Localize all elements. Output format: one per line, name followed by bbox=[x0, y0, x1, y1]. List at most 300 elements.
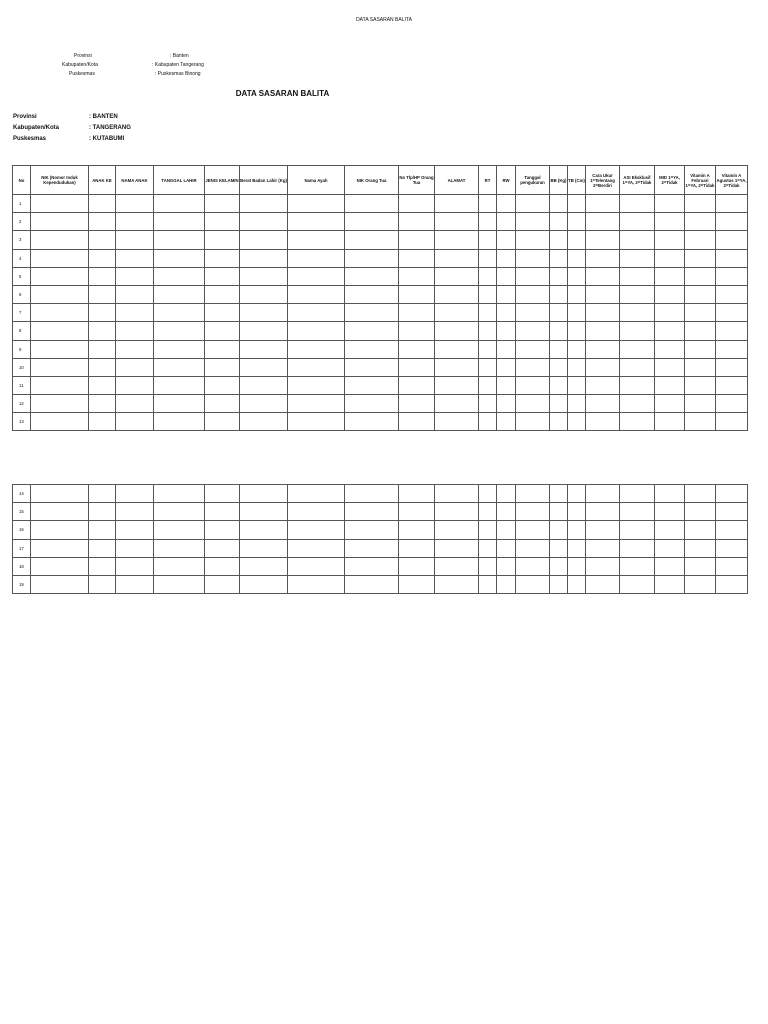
table-cell[interactable] bbox=[399, 285, 435, 303]
table-cell[interactable] bbox=[516, 503, 550, 521]
table-cell[interactable] bbox=[345, 503, 399, 521]
table-cell[interactable] bbox=[31, 539, 89, 557]
table-cell[interactable] bbox=[89, 503, 116, 521]
table-cell[interactable] bbox=[655, 231, 685, 249]
table-cell[interactable] bbox=[399, 267, 435, 285]
table-cell[interactable] bbox=[479, 376, 497, 394]
table-cell[interactable] bbox=[288, 575, 345, 593]
table-cell[interactable] bbox=[655, 304, 685, 322]
table-cell[interactable] bbox=[288, 195, 345, 213]
table-cell[interactable] bbox=[154, 557, 205, 575]
table-cell[interactable] bbox=[435, 322, 479, 340]
table-cell[interactable] bbox=[31, 575, 89, 593]
table-cell[interactable] bbox=[288, 413, 345, 431]
table-cell[interactable] bbox=[435, 358, 479, 376]
table-cell[interactable] bbox=[154, 231, 205, 249]
table-cell[interactable] bbox=[685, 575, 716, 593]
table-cell[interactable] bbox=[685, 521, 716, 539]
table-cell[interactable] bbox=[205, 575, 240, 593]
table-cell[interactable] bbox=[497, 557, 516, 575]
table-cell[interactable] bbox=[497, 231, 516, 249]
table-cell[interactable] bbox=[345, 575, 399, 593]
table-cell[interactable] bbox=[345, 413, 399, 431]
table-cell[interactable] bbox=[479, 249, 497, 267]
table-cell[interactable] bbox=[716, 249, 748, 267]
table-cell[interactable] bbox=[345, 340, 399, 358]
table-cell[interactable] bbox=[435, 195, 479, 213]
table-cell[interactable] bbox=[288, 340, 345, 358]
table-cell[interactable] bbox=[497, 539, 516, 557]
table-cell[interactable] bbox=[620, 539, 655, 557]
table-cell[interactable] bbox=[550, 521, 568, 539]
table-cell[interactable] bbox=[399, 395, 435, 413]
table-cell[interactable] bbox=[154, 521, 205, 539]
table-cell[interactable] bbox=[399, 195, 435, 213]
table-cell[interactable] bbox=[479, 503, 497, 521]
table-cell[interactable] bbox=[685, 231, 716, 249]
table-cell[interactable] bbox=[89, 267, 116, 285]
table-cell[interactable] bbox=[620, 503, 655, 521]
table-cell[interactable] bbox=[550, 304, 568, 322]
table-cell[interactable] bbox=[31, 249, 89, 267]
table-cell[interactable] bbox=[205, 340, 240, 358]
table-cell[interactable] bbox=[550, 557, 568, 575]
table-cell[interactable] bbox=[399, 304, 435, 322]
table-cell[interactable] bbox=[31, 413, 89, 431]
table-cell[interactable] bbox=[345, 285, 399, 303]
table-cell[interactable] bbox=[288, 485, 345, 503]
table-cell[interactable] bbox=[620, 285, 655, 303]
table-cell[interactable] bbox=[620, 340, 655, 358]
table-cell[interactable] bbox=[516, 539, 550, 557]
table-cell[interactable] bbox=[568, 249, 586, 267]
table-cell[interactable] bbox=[116, 413, 154, 431]
table-cell[interactable] bbox=[685, 267, 716, 285]
table-cell[interactable] bbox=[288, 358, 345, 376]
table-cell[interactable] bbox=[655, 249, 685, 267]
table-cell[interactable] bbox=[399, 557, 435, 575]
table-cell[interactable] bbox=[685, 376, 716, 394]
table-cell[interactable] bbox=[89, 539, 116, 557]
table-cell[interactable] bbox=[620, 575, 655, 593]
table-cell[interactable] bbox=[516, 376, 550, 394]
table-cell[interactable] bbox=[345, 322, 399, 340]
table-cell[interactable] bbox=[479, 267, 497, 285]
table-cell[interactable] bbox=[205, 413, 240, 431]
table-cell[interactable] bbox=[288, 249, 345, 267]
table-cell[interactable] bbox=[516, 285, 550, 303]
table-cell[interactable] bbox=[288, 267, 345, 285]
table-cell[interactable] bbox=[31, 521, 89, 539]
table-cell[interactable] bbox=[479, 340, 497, 358]
table-cell[interactable] bbox=[685, 395, 716, 413]
table-cell[interactable] bbox=[586, 249, 620, 267]
table-cell[interactable] bbox=[89, 322, 116, 340]
table-cell[interactable] bbox=[479, 575, 497, 593]
table-cell[interactable] bbox=[435, 231, 479, 249]
table-cell[interactable] bbox=[345, 304, 399, 322]
table-cell[interactable] bbox=[31, 485, 89, 503]
table-cell[interactable] bbox=[154, 213, 205, 231]
table-cell[interactable] bbox=[716, 340, 748, 358]
table-cell[interactable] bbox=[685, 503, 716, 521]
table-cell[interactable] bbox=[399, 213, 435, 231]
table-cell[interactable] bbox=[116, 322, 154, 340]
table-cell[interactable] bbox=[399, 539, 435, 557]
table-cell[interactable] bbox=[685, 340, 716, 358]
table-cell[interactable] bbox=[116, 285, 154, 303]
table-cell[interactable] bbox=[288, 213, 345, 231]
table-cell[interactable] bbox=[568, 267, 586, 285]
table-cell[interactable] bbox=[655, 521, 685, 539]
table-cell[interactable] bbox=[205, 213, 240, 231]
table-cell[interactable] bbox=[586, 231, 620, 249]
table-cell[interactable] bbox=[586, 267, 620, 285]
table-cell[interactable] bbox=[716, 503, 748, 521]
table-cell[interactable] bbox=[240, 575, 288, 593]
table-cell[interactable] bbox=[205, 521, 240, 539]
table-cell[interactable] bbox=[154, 376, 205, 394]
table-cell[interactable] bbox=[89, 358, 116, 376]
table-cell[interactable] bbox=[399, 322, 435, 340]
table-cell[interactable] bbox=[620, 376, 655, 394]
table-cell[interactable] bbox=[550, 213, 568, 231]
table-cell[interactable] bbox=[516, 304, 550, 322]
table-cell[interactable] bbox=[497, 267, 516, 285]
table-cell[interactable] bbox=[399, 521, 435, 539]
table-cell[interactable] bbox=[205, 395, 240, 413]
table-cell[interactable] bbox=[435, 249, 479, 267]
table-cell[interactable] bbox=[716, 195, 748, 213]
table-cell[interactable] bbox=[240, 557, 288, 575]
table-cell[interactable] bbox=[716, 376, 748, 394]
table-cell[interactable] bbox=[89, 195, 116, 213]
table-cell[interactable] bbox=[205, 485, 240, 503]
table-cell[interactable] bbox=[497, 575, 516, 593]
table-cell[interactable] bbox=[154, 539, 205, 557]
table-cell[interactable] bbox=[31, 340, 89, 358]
table-cell[interactable] bbox=[586, 376, 620, 394]
table-cell[interactable] bbox=[568, 521, 586, 539]
table-cell[interactable] bbox=[516, 249, 550, 267]
table-cell[interactable] bbox=[550, 485, 568, 503]
table-cell[interactable] bbox=[116, 249, 154, 267]
table-cell[interactable] bbox=[716, 231, 748, 249]
table-cell[interactable] bbox=[399, 413, 435, 431]
table-cell[interactable] bbox=[497, 249, 516, 267]
table-cell[interactable] bbox=[205, 358, 240, 376]
table-cell[interactable] bbox=[550, 195, 568, 213]
table-cell[interactable] bbox=[497, 285, 516, 303]
table-cell[interactable] bbox=[716, 557, 748, 575]
table-cell[interactable] bbox=[205, 195, 240, 213]
table-cell[interactable] bbox=[31, 304, 89, 322]
table-cell[interactable] bbox=[568, 231, 586, 249]
table-cell[interactable] bbox=[550, 267, 568, 285]
table-cell[interactable] bbox=[479, 213, 497, 231]
table-cell[interactable] bbox=[31, 195, 89, 213]
table-cell[interactable] bbox=[116, 304, 154, 322]
table-cell[interactable] bbox=[568, 322, 586, 340]
table-cell[interactable] bbox=[497, 485, 516, 503]
table-cell[interactable] bbox=[399, 249, 435, 267]
table-cell[interactable] bbox=[685, 304, 716, 322]
table-cell[interactable] bbox=[586, 539, 620, 557]
table-cell[interactable] bbox=[655, 413, 685, 431]
table-cell[interactable] bbox=[685, 485, 716, 503]
table-cell[interactable] bbox=[550, 376, 568, 394]
table-cell[interactable] bbox=[89, 231, 116, 249]
table-cell[interactable] bbox=[497, 195, 516, 213]
table-cell[interactable] bbox=[655, 195, 685, 213]
table-cell[interactable] bbox=[240, 358, 288, 376]
table-cell[interactable] bbox=[31, 267, 89, 285]
table-cell[interactable] bbox=[685, 539, 716, 557]
table-cell[interactable] bbox=[550, 231, 568, 249]
table-cell[interactable] bbox=[550, 503, 568, 521]
table-cell[interactable] bbox=[116, 557, 154, 575]
table-cell[interactable] bbox=[568, 376, 586, 394]
table-cell[interactable] bbox=[288, 395, 345, 413]
table-cell[interactable] bbox=[89, 376, 116, 394]
table-cell[interactable] bbox=[620, 304, 655, 322]
table-cell[interactable] bbox=[716, 213, 748, 231]
table-cell[interactable] bbox=[516, 195, 550, 213]
table-cell[interactable] bbox=[586, 485, 620, 503]
table-cell[interactable] bbox=[435, 413, 479, 431]
table-cell[interactable] bbox=[586, 213, 620, 231]
table-cell[interactable] bbox=[89, 557, 116, 575]
table-cell[interactable] bbox=[568, 213, 586, 231]
table-cell[interactable] bbox=[345, 539, 399, 557]
table-cell[interactable] bbox=[716, 521, 748, 539]
table-cell[interactable] bbox=[655, 395, 685, 413]
table-cell[interactable] bbox=[89, 304, 116, 322]
table-cell[interactable] bbox=[154, 195, 205, 213]
table-cell[interactable] bbox=[31, 322, 89, 340]
table-cell[interactable] bbox=[116, 575, 154, 593]
table-cell[interactable] bbox=[205, 231, 240, 249]
table-cell[interactable] bbox=[516, 413, 550, 431]
table-cell[interactable] bbox=[240, 340, 288, 358]
table-cell[interactable] bbox=[154, 413, 205, 431]
table-cell[interactable] bbox=[586, 304, 620, 322]
table-cell[interactable] bbox=[240, 231, 288, 249]
table-cell[interactable] bbox=[116, 213, 154, 231]
table-cell[interactable] bbox=[716, 322, 748, 340]
table-cell[interactable] bbox=[154, 267, 205, 285]
table-cell[interactable] bbox=[655, 575, 685, 593]
table-cell[interactable] bbox=[516, 521, 550, 539]
table-cell[interactable] bbox=[31, 557, 89, 575]
table-cell[interactable] bbox=[240, 249, 288, 267]
table-cell[interactable] bbox=[716, 395, 748, 413]
table-cell[interactable] bbox=[479, 285, 497, 303]
table-cell[interactable] bbox=[479, 413, 497, 431]
table-cell[interactable] bbox=[516, 557, 550, 575]
table-cell[interactable] bbox=[497, 213, 516, 231]
table-cell[interactable] bbox=[345, 249, 399, 267]
table-cell[interactable] bbox=[288, 503, 345, 521]
table-cell[interactable] bbox=[620, 267, 655, 285]
table-cell[interactable] bbox=[586, 395, 620, 413]
table-cell[interactable] bbox=[154, 285, 205, 303]
table-cell[interactable] bbox=[685, 322, 716, 340]
table-cell[interactable] bbox=[31, 231, 89, 249]
table-cell[interactable] bbox=[116, 395, 154, 413]
table-cell[interactable] bbox=[288, 521, 345, 539]
table-cell[interactable] bbox=[116, 521, 154, 539]
table-cell[interactable] bbox=[154, 304, 205, 322]
table-cell[interactable] bbox=[497, 503, 516, 521]
table-cell[interactable] bbox=[435, 340, 479, 358]
table-cell[interactable] bbox=[568, 413, 586, 431]
table-cell[interactable] bbox=[31, 503, 89, 521]
table-cell[interactable] bbox=[479, 521, 497, 539]
table-cell[interactable] bbox=[240, 503, 288, 521]
table-cell[interactable] bbox=[89, 213, 116, 231]
table-cell[interactable] bbox=[655, 358, 685, 376]
table-cell[interactable] bbox=[399, 575, 435, 593]
table-cell[interactable] bbox=[154, 340, 205, 358]
table-cell[interactable] bbox=[716, 285, 748, 303]
table-cell[interactable] bbox=[345, 485, 399, 503]
table-cell[interactable] bbox=[345, 395, 399, 413]
table-cell[interactable] bbox=[205, 267, 240, 285]
table-cell[interactable] bbox=[205, 249, 240, 267]
table-cell[interactable] bbox=[435, 267, 479, 285]
table-cell[interactable] bbox=[497, 322, 516, 340]
table-cell[interactable] bbox=[655, 340, 685, 358]
table-cell[interactable] bbox=[240, 213, 288, 231]
table-cell[interactable] bbox=[205, 557, 240, 575]
table-cell[interactable] bbox=[240, 413, 288, 431]
table-cell[interactable] bbox=[685, 358, 716, 376]
table-cell[interactable] bbox=[620, 249, 655, 267]
table-cell[interactable] bbox=[655, 322, 685, 340]
table-cell[interactable] bbox=[479, 539, 497, 557]
table-cell[interactable] bbox=[240, 304, 288, 322]
table-cell[interactable] bbox=[620, 521, 655, 539]
table-cell[interactable] bbox=[716, 413, 748, 431]
table-cell[interactable] bbox=[685, 249, 716, 267]
table-cell[interactable] bbox=[497, 340, 516, 358]
table-cell[interactable] bbox=[89, 575, 116, 593]
table-cell[interactable] bbox=[497, 304, 516, 322]
table-cell[interactable] bbox=[586, 557, 620, 575]
table-cell[interactable] bbox=[568, 395, 586, 413]
table-cell[interactable] bbox=[154, 575, 205, 593]
table-cell[interactable] bbox=[154, 503, 205, 521]
table-cell[interactable] bbox=[288, 231, 345, 249]
table-cell[interactable] bbox=[89, 485, 116, 503]
table-cell[interactable] bbox=[205, 539, 240, 557]
table-cell[interactable] bbox=[345, 358, 399, 376]
table-cell[interactable] bbox=[655, 503, 685, 521]
table-cell[interactable] bbox=[399, 358, 435, 376]
table-cell[interactable] bbox=[31, 213, 89, 231]
table-cell[interactable] bbox=[288, 376, 345, 394]
table-cell[interactable] bbox=[399, 231, 435, 249]
table-cell[interactable] bbox=[89, 413, 116, 431]
table-cell[interactable] bbox=[116, 267, 154, 285]
table-cell[interactable] bbox=[586, 503, 620, 521]
table-cell[interactable] bbox=[288, 322, 345, 340]
table-cell[interactable] bbox=[240, 195, 288, 213]
table-cell[interactable] bbox=[435, 575, 479, 593]
table-cell[interactable] bbox=[205, 304, 240, 322]
table-cell[interactable] bbox=[205, 322, 240, 340]
table-cell[interactable] bbox=[586, 195, 620, 213]
table-cell[interactable] bbox=[116, 485, 154, 503]
table-cell[interactable] bbox=[479, 485, 497, 503]
table-cell[interactable] bbox=[586, 285, 620, 303]
table-cell[interactable] bbox=[240, 485, 288, 503]
table-cell[interactable] bbox=[240, 539, 288, 557]
table-cell[interactable] bbox=[716, 267, 748, 285]
table-cell[interactable] bbox=[655, 539, 685, 557]
table-cell[interactable] bbox=[31, 395, 89, 413]
table-cell[interactable] bbox=[550, 340, 568, 358]
table-cell[interactable] bbox=[435, 539, 479, 557]
table-cell[interactable] bbox=[716, 575, 748, 593]
table-cell[interactable] bbox=[89, 521, 116, 539]
table-cell[interactable] bbox=[240, 395, 288, 413]
table-cell[interactable] bbox=[479, 304, 497, 322]
table-cell[interactable] bbox=[620, 195, 655, 213]
table-cell[interactable] bbox=[89, 340, 116, 358]
table-cell[interactable] bbox=[345, 267, 399, 285]
table-cell[interactable] bbox=[568, 557, 586, 575]
table-cell[interactable] bbox=[568, 340, 586, 358]
table-cell[interactable] bbox=[516, 322, 550, 340]
table-cell[interactable] bbox=[288, 539, 345, 557]
table-cell[interactable] bbox=[288, 304, 345, 322]
table-cell[interactable] bbox=[31, 376, 89, 394]
table-cell[interactable] bbox=[154, 395, 205, 413]
table-cell[interactable] bbox=[655, 376, 685, 394]
table-cell[interactable] bbox=[89, 395, 116, 413]
table-cell[interactable] bbox=[716, 485, 748, 503]
table-cell[interactable] bbox=[620, 213, 655, 231]
table-cell[interactable] bbox=[516, 575, 550, 593]
table-cell[interactable] bbox=[435, 557, 479, 575]
table-cell[interactable] bbox=[205, 376, 240, 394]
table-cell[interactable] bbox=[116, 539, 154, 557]
table-cell[interactable] bbox=[516, 395, 550, 413]
table-cell[interactable] bbox=[620, 358, 655, 376]
table-cell[interactable] bbox=[435, 503, 479, 521]
table-cell[interactable] bbox=[716, 539, 748, 557]
table-cell[interactable] bbox=[685, 195, 716, 213]
table-cell[interactable] bbox=[116, 231, 154, 249]
table-cell[interactable] bbox=[154, 485, 205, 503]
table-cell[interactable] bbox=[586, 340, 620, 358]
table-cell[interactable] bbox=[116, 340, 154, 358]
table-cell[interactable] bbox=[655, 213, 685, 231]
table-cell[interactable] bbox=[479, 231, 497, 249]
table-cell[interactable] bbox=[288, 285, 345, 303]
table-cell[interactable] bbox=[516, 485, 550, 503]
table-cell[interactable] bbox=[568, 195, 586, 213]
table-cell[interactable] bbox=[716, 304, 748, 322]
table-cell[interactable] bbox=[620, 485, 655, 503]
table-cell[interactable] bbox=[620, 322, 655, 340]
table-cell[interactable] bbox=[550, 575, 568, 593]
table-cell[interactable] bbox=[345, 521, 399, 539]
table-cell[interactable] bbox=[586, 521, 620, 539]
table-cell[interactable] bbox=[479, 358, 497, 376]
